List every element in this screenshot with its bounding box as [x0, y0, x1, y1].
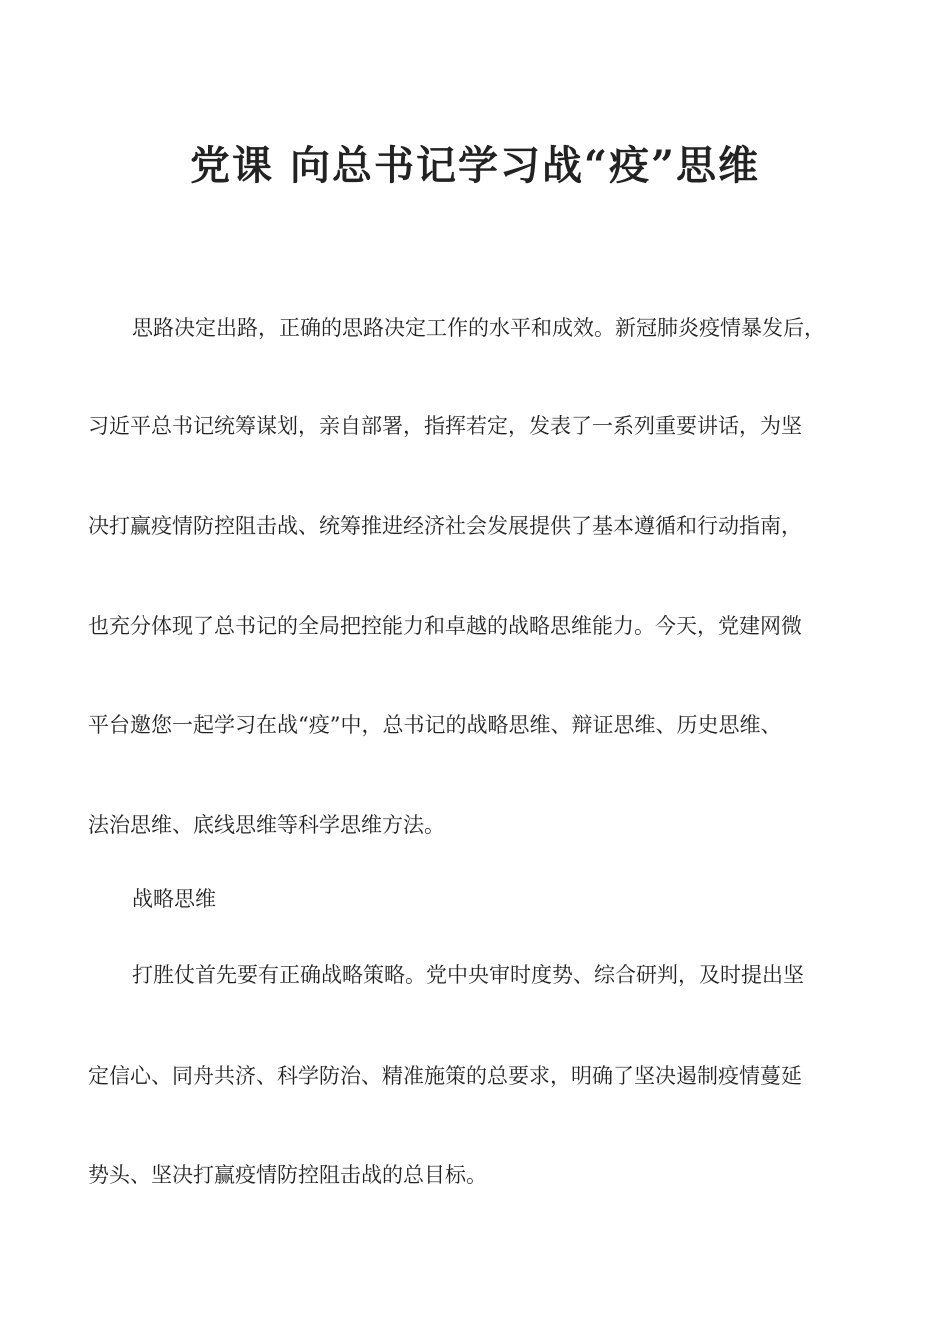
paragraph-1-line-2: 习近平总书记统筹谋划，亲自部署，指挥若定，发表了一系列重要讲话，为坚	[88, 414, 802, 438]
paragraph-2-line-3: 势头、坚决打赢疫情防控阻击战的总目标。	[88, 1163, 487, 1187]
paragraph-1-line-3: 决打赢疫情防控阻击战、统筹推进经济社会发展提供了基本遵循和行动指南，	[88, 514, 802, 538]
paragraph-1-line-6: 法治思维、底线思维等科学思维方法。	[88, 813, 445, 837]
section-heading: 战略思维	[132, 887, 216, 911]
paragraph-1-line-4: 也充分体现了总书记的全局把控能力和卓越的战略思维能力。今天，党建网微	[88, 614, 802, 638]
paragraph-1-line-5: 平台邀您一起学习在战“疫”中，总书记的战略思维、辩证思维、历史思维、	[88, 713, 782, 737]
paragraph-1-line-1: 思路决定出路，正确的思路决定工作的水平和成效。新冠肺炎疫情暴发后，	[132, 316, 825, 340]
document-title: 党课 向总书记学习战“疫”思维	[190, 142, 760, 189]
paragraph-2-line-2: 定信心、同舟共济、科学防治、精准施策的总要求，明确了坚决遏制疫情蔓延	[88, 1064, 802, 1088]
paragraph-2-line-1: 打胜仗首先要有正确战略策略。党中央审时度势、综合研判，及时提出坚	[132, 963, 804, 987]
